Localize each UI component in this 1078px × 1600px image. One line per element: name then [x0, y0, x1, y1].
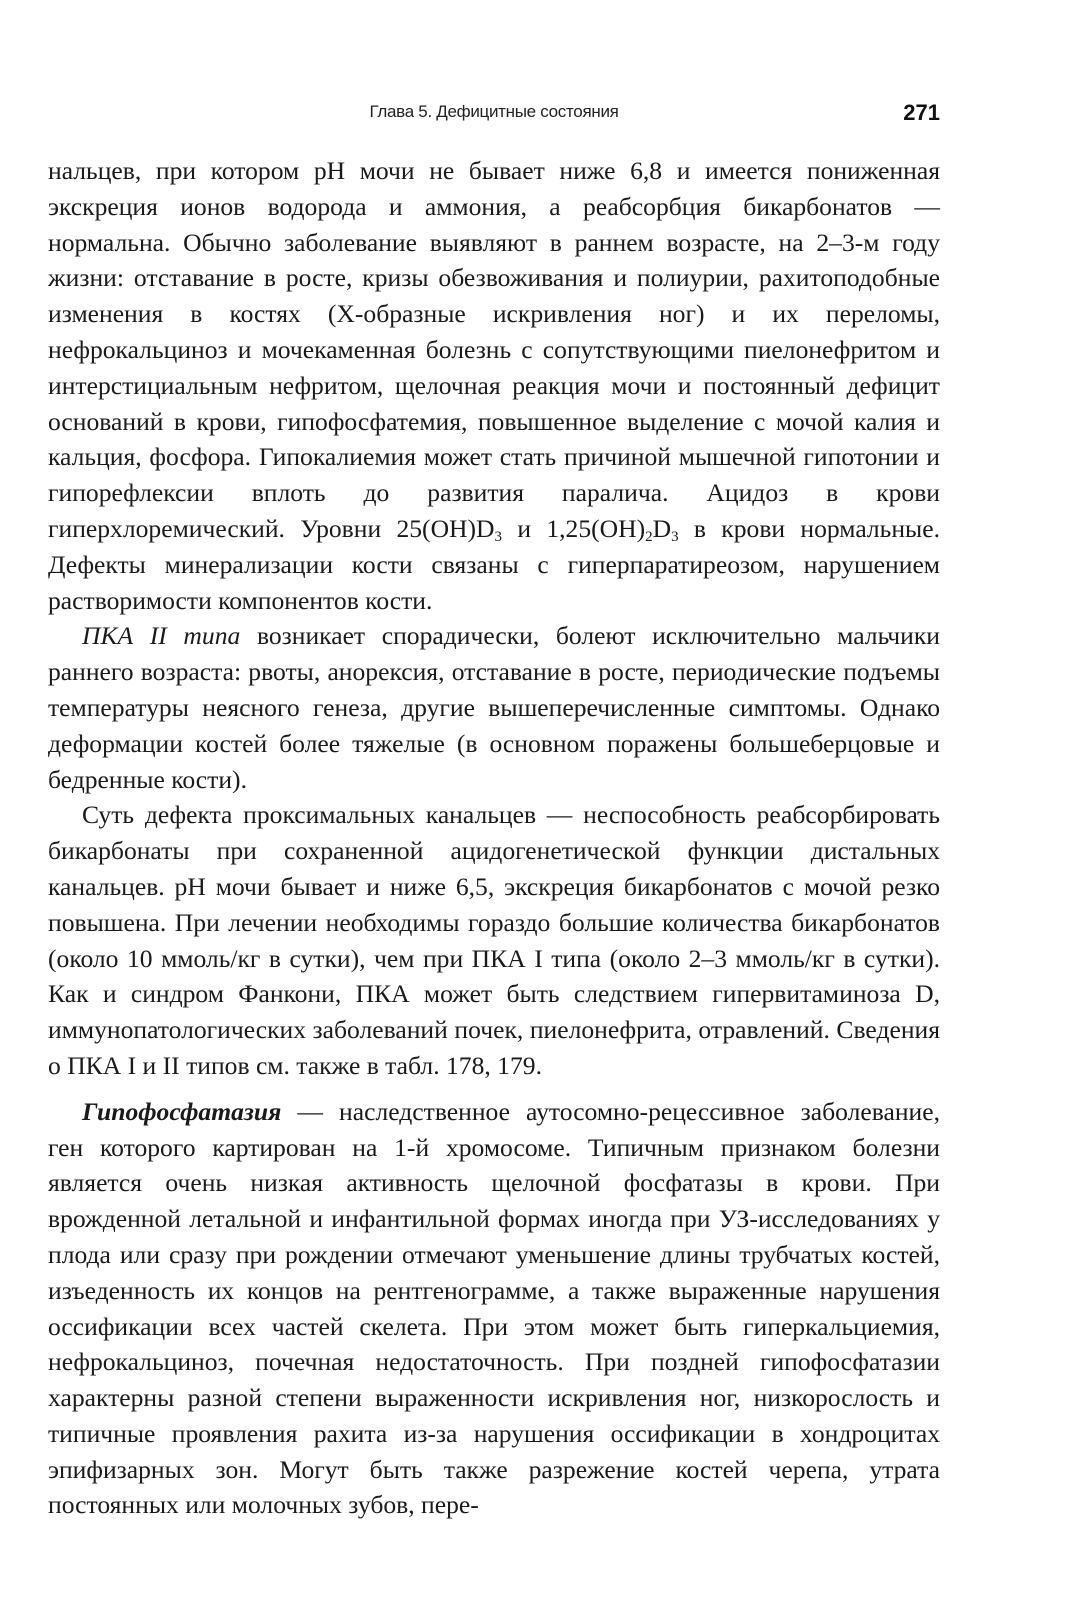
paragraph-text: в крови нормальные. Дефекты минерализации кости связаны с гиперпаратиреозом, нарушением растворимости компонентов кости.	[48, 513, 941, 615]
term-hypophosphatasia: Гипофосфатазия	[82, 1096, 282, 1126]
subscript: 2	[645, 528, 653, 545]
term-pka-type-2: ПКА II типа	[82, 621, 241, 651]
paragraph-continuation	[48, 153, 940, 618]
paragraph-text: D	[652, 513, 672, 543]
paragraph-pka-type-2	[48, 618, 940, 797]
body-text	[48, 153, 940, 1523]
running-header	[48, 100, 940, 130]
paragraph-text: возникает спорадически, болеют исключительно мальчики раннего возраста: рвоты, анорексия, отставание в росте, периодические подъемы температуры неясного генеза, другие вышеперечисленные симптомы. Однако деформации костей более тяжелые (в основном поражены большеберцовые и бедренные кости).	[48, 621, 940, 794]
book-page	[48, 0, 940, 1600]
paragraph-text: и 1,25(OH)	[502, 513, 646, 543]
paragraph-hypophosphatasia	[48, 1094, 940, 1524]
paragraph-text: нальцев, при котором pH мочи не бывает ниже 6,8 и имеется пониженная экскреция ионов водорода и аммония, а реабсорбция бикарбонатов — нормальна. Обычно заболевание выявляют в раннем возрасте, на 2–3-м году жизни: отставание в росте, кризы обезвоживания и полиурии, рахитоподобные изменения в костях (Х-образные искривления ног) и их переломы, нефрокальциноз и мочекаменная болезнь с сопутствующими пиелонефритом и интерстициальным нефритом, щелочная реакция мочи и постоянный дефицит оснований в крови, гипофосфатемия, повышенное выделение с мочой калия и кальция, фосфора. Гипокалиемия может стать причиной мышечной гипотонии и гипорефлексии вплоть до развития паралича. Ацидоз в крови гиперхлоремический. Уровни 25(OH)D	[48, 156, 940, 543]
page-number: 271	[903, 100, 940, 125]
subscript: 3	[494, 528, 503, 545]
subscript: 3	[671, 528, 679, 545]
paragraph-text: — наследственное аутосомно-рецессивное заболевание, ген которого картирован на 1-й хромосоме. Типичным признаком болезни является очень низкая активность щелочной фосфатазы в крови. При врожденной летальной и инфантильной формах иногда при УЗ-исследованиях у плода или сразу при рождении отмечают уменьшение длины трубчатых костей, изъеденность их концов на рентгенограмме, а также выраженные нарушения оссификации всех частей скелета. При этом может быть гиперкальциемия, нефрокальциноз, почечная недостаточность. При поздней гипофосфатазии характерны разной степени выраженности искривления ног, низкорослость и типичные проявления рахита из-за нарушения оссификации в хондроцитах эпифизарных зон. Могут быть также разрежение костей черепа, утрата постоянных или молочных зубов, пере-	[48, 1096, 940, 1520]
chapter-title: Глава 5. Дефицитные состояния	[369, 102, 619, 121]
paragraph-proximal-defect: Суть дефекта проксимальных канальцев — неспособность реабсорбировать бикарбонаты при сохраненной ацидогенетической функции дистальных канальцев. pH мочи бывает и ниже 6,5, экскреция бикарбонатов с мочой резко повышена. При лечении необходимы гораздо большие количества бикарбонатов (около 10 ммоль/кг в сутки), чем при ПКА I типа (около 2–3 ммоль/кг в сутки). Как и синдром Фанкони, ПКА может быть следствием гипервитаминоза D, иммунопатологических заболеваний почек, пиелонефрита, отравлений. Сведения о ПКА I и II типов см. также в табл. 178, 179.	[48, 800, 940, 1080]
